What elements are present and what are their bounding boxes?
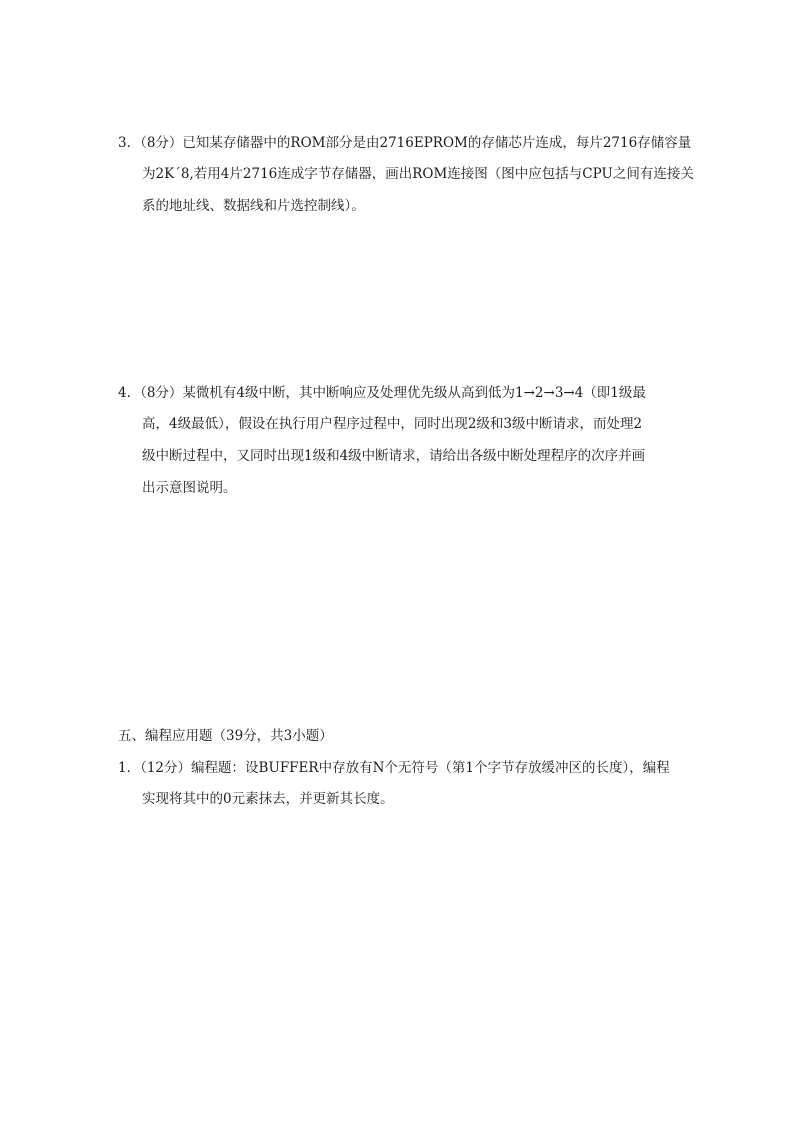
programming-question-1-line-1: 1．（12分）编程题：设BUFFER中存放有N个无符号（第1个字节存放缓冲区的长度），编程 — [118, 760, 670, 776]
question-4-line-2: 高，4级最低），假设在执行用户程序过程中，同时出现2级和3级中断请求，而处理2 — [142, 416, 643, 432]
programming-question-1-line-2: 实现将其中的0元素抹去，并更新其长度。 — [142, 791, 394, 807]
question-4-line-4: 出示意图说明。 — [142, 480, 237, 496]
question-3-line-2: 为2K´8,若用4片2716连成字节存储器，画出ROM连接图（图中应包括与CPU之间有连接关 — [142, 166, 694, 182]
question-3-line-1: 3．（8分）已知某存储器中的ROM部分是由2716EPROM的存储芯片连成，每片2716存储容量 — [118, 135, 692, 151]
section-5-heading: 五、编程应用题（39分，共3小题） — [118, 728, 333, 744]
question-4-line-3: 级中断过程中，又同时出现1级和4级中断请求，请给出各级中断处理程序的次序并画 — [142, 448, 646, 464]
question-3-line-3: 系的地址线、数据线和片选控制线）。 — [142, 198, 365, 214]
question-4-line-1: 4．（8分）某微机有4级中断，其中断响应及处理优先级从高到低为1→2→3→4（即1级最 — [118, 385, 646, 401]
